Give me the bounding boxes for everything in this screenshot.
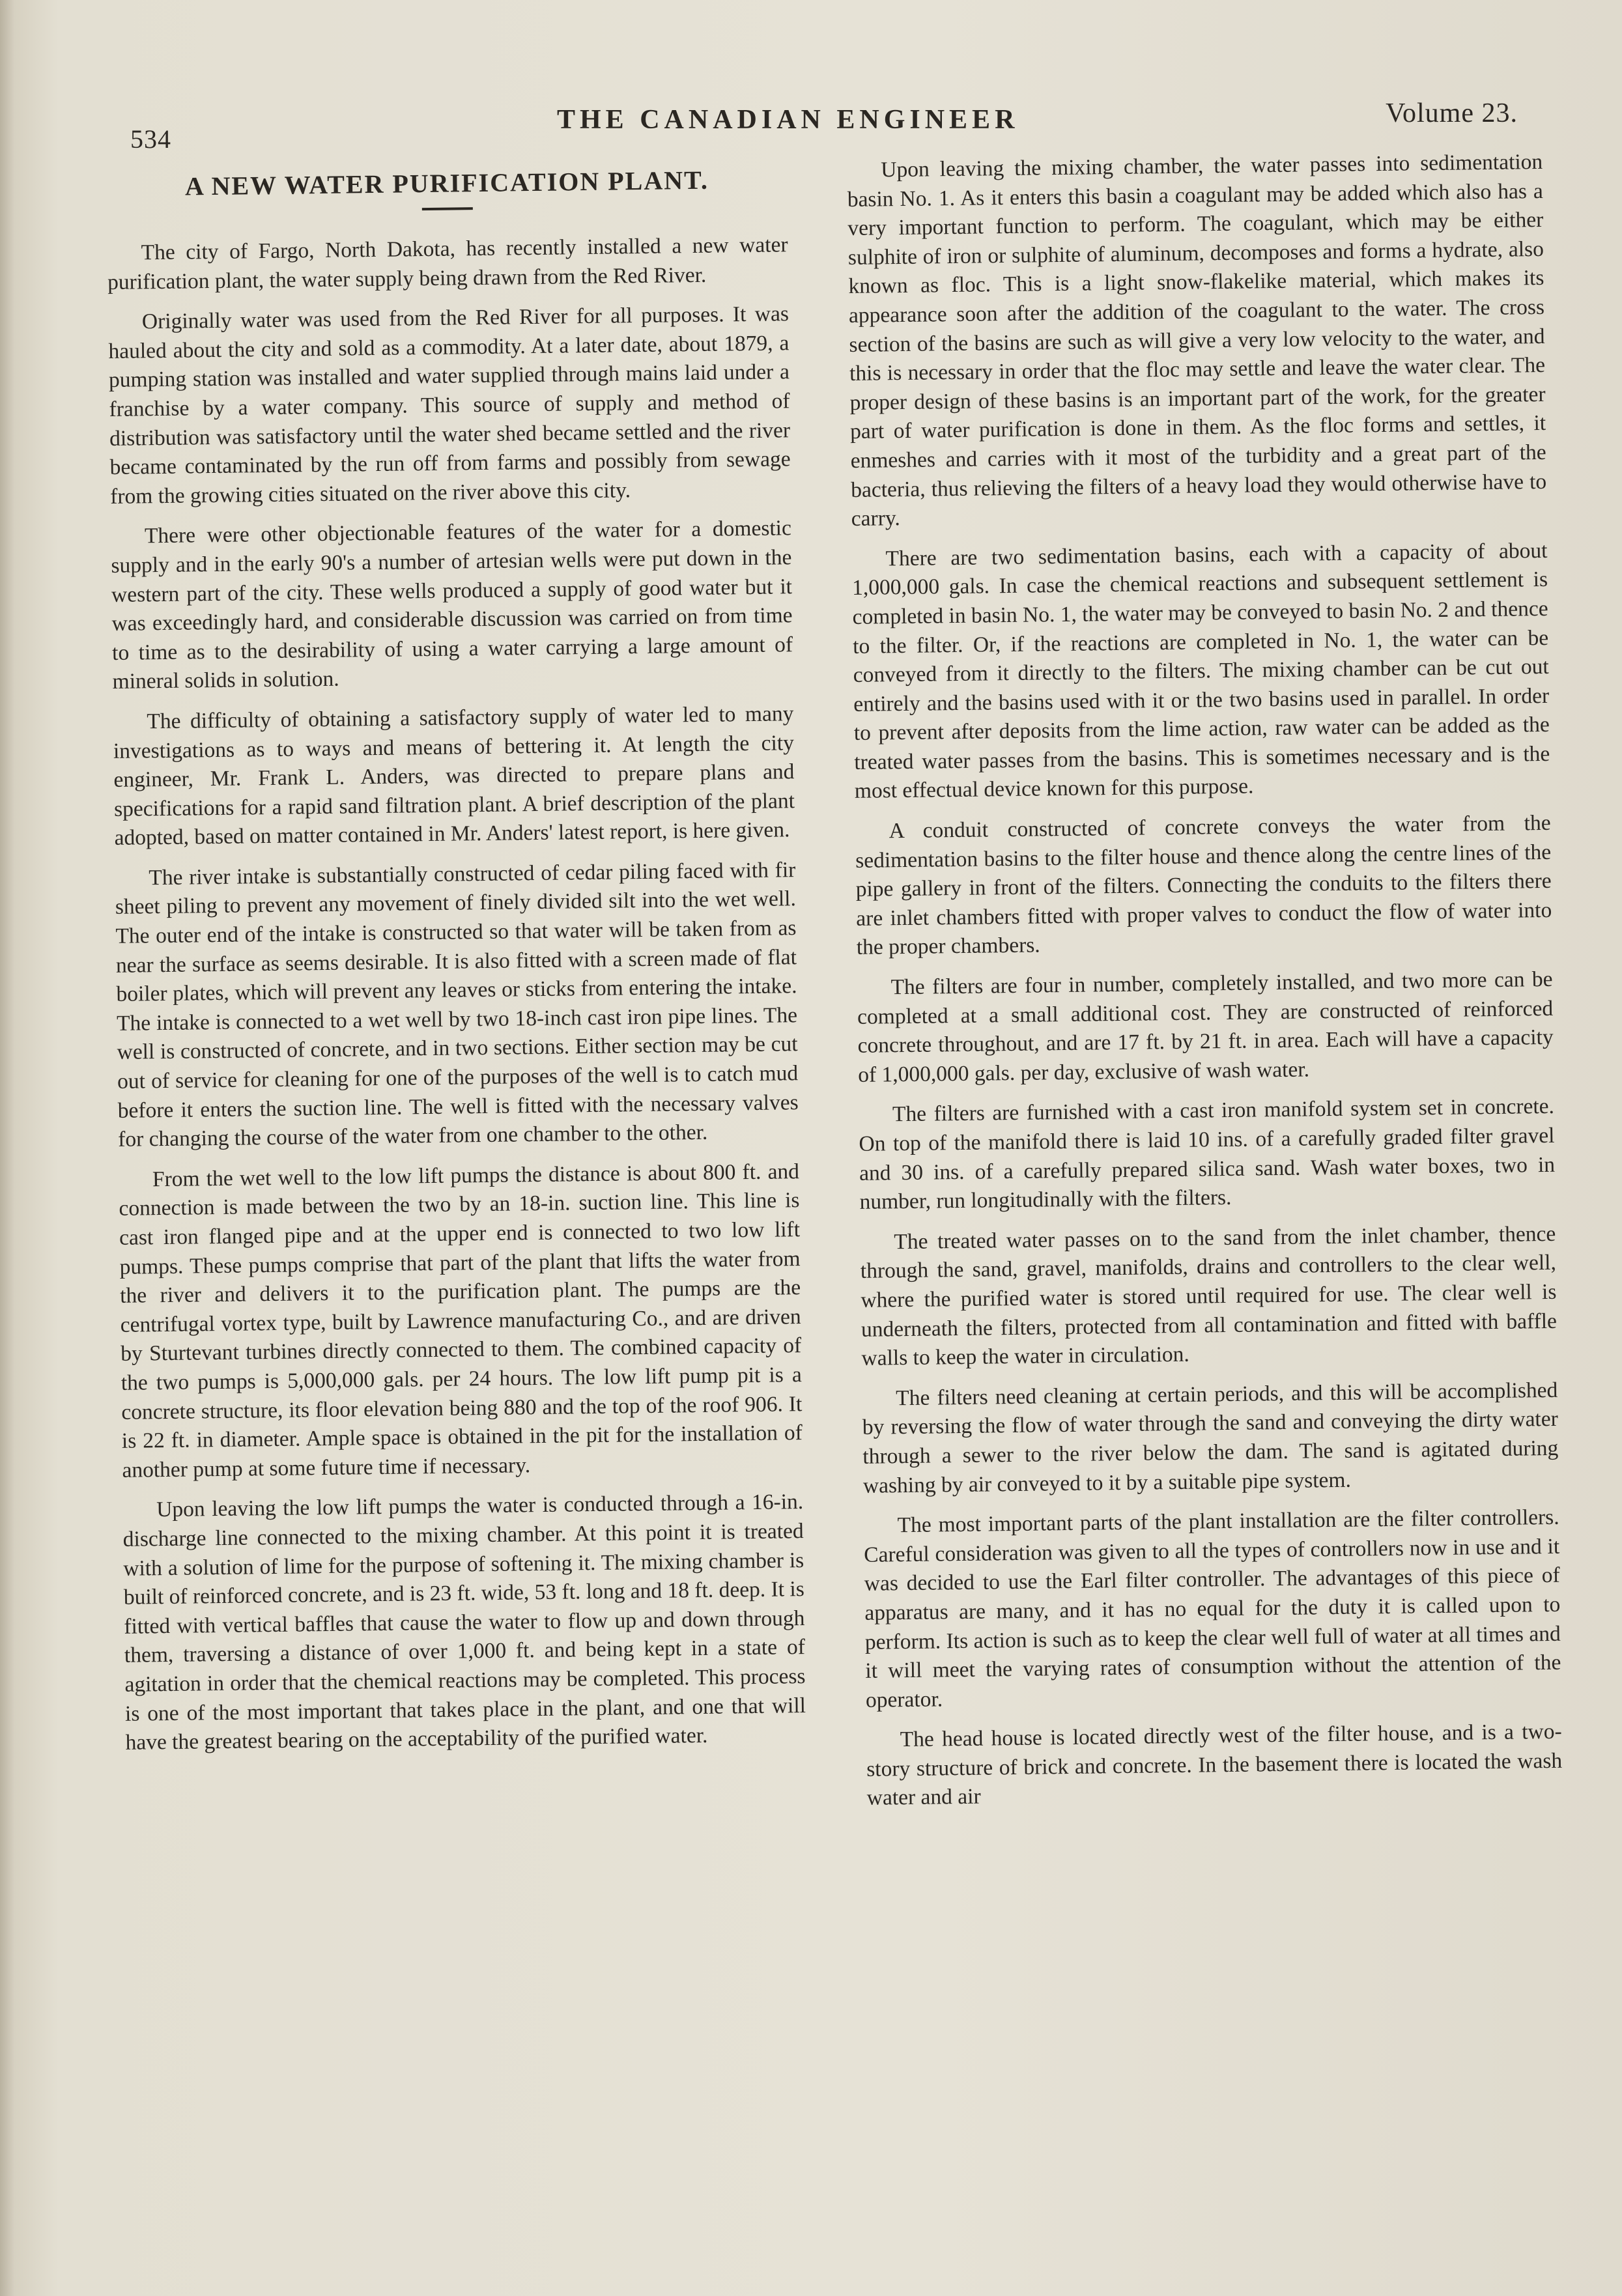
journal-title: THE CANADIAN ENGINEER	[557, 105, 1019, 135]
binding-edge	[0, 0, 14, 2296]
paragraph: The filters are furnished with a cast iron manifold system set in concrete. On top of the manifold there is laid 10 ins. of a carefully graded filter gravel and 30 ins. of a carefully prepared silica sand. Wash water boxes, two in number, run longitudinally with the filters.	[859, 1094, 1556, 1215]
paragraph: The difficulty of obtaining a satisfactory supply of water led to many investigations as to ways and means of bettering it. At length the city engineer, Mr. Frank L. Anders, was directed to prepare plans and specifications for a rapid sand filtration plant. A brief description of the plant adopted, based on matter contained in Mr. Anders' latest report, is here given.	[113, 702, 795, 851]
article-title: A NEW WATER PURIFICATION PLANT.	[184, 165, 709, 201]
paragraph: The head house is located directly west of the filter house, and is a two-story structure of brick and concrete. In the basement there is located the wash water and air	[866, 1720, 1563, 1811]
running-header	[130, 98, 1518, 156]
paragraph: The most important parts of the plant installation are the filter controllers. Careful consideration was given to all the types of controllers now in use and it was decided to use the Earl filter controller. The advantages of this piece of apparatus are many, and it has no equal for the duty it is called upon to perform. Its action is such as to keep the clear well full of water at all times and it will meet the varying rates of consumption without the attention of the operator.	[864, 1505, 1561, 1712]
paragraph: Upon leaving the low lift pumps the water is conducted through a 16-in. discharge line connected to the mixing chamber. At this point it is treated with a solution of lime for the purpose of softening it. The mixing chamber is built of reinforced concrete, and is 23 ft. wide, 53 ft. long and 18 ft. deep. It is fitted with vertical baffles that cause the water to flow up and down through them, traversing a distance of over 1,000 ft. and being kept in a state of agitation in order that the chemical reactions may be completed. This process is one of the most important that takes place in the plant, and one that will have the greatest bearing on the acceptability of the purified water.	[122, 1490, 806, 1755]
paragraph: From the wet well to the low lift pumps the distance is about 800 ft. and connection is made between the two by an 18-in. suction line. This line is cast iron flanged pipe and at the upper end is connected to two low lift pumps. These pumps comprise that part of the plant that lifts the water from the river and delivers it to the purification plant. The pumps are the centrifugal vortex type, built by Lawrence manufacturing Co., and are driven by Sturtevant turbines directly connected to them. The combined capacity of the two pumps is 5,000,000 gals. per 24 hours. The low lift pump pit is a concrete structure, its floor elevation being 880 and the top of the roof 906. It is 22 ft. in diameter. Ample space is obtained in the pit for the installation of another pump at some future time if necessary.	[119, 1159, 803, 1482]
paragraph: The river intake is substantially constructed of cedar piling faced with fir sheet piling to prevent any movement of finely divided silt into the wet well. The outer end of the intake is constructed so that water will be taken from as near the surface as seems desirable. It is also fitted with a screen made of flat boiler plates, which will prevent any leaves or sticks from entering the intake. The intake is connected to a wet well by two 18-inch cast iron pipe lines. The well is constructed of concrete, and in two sections. Either section may be cut out of service for cleaning for one of the purposes of the well is to catch mud before it enters the suction line. The well is fitted with the necessary valves for changing the course of the water from one chamber to the other.	[115, 858, 799, 1152]
page-number: 534	[130, 124, 171, 154]
paragraph: A conduit constructed of concrete conveys the water from the sedimentation basins to the filter house and thence along the centre lines of the pipe gallery in front of the filters. Connecting the conduits to the filters there are inlet chambers fitted with proper valves to conduct the flow of water into the proper chambers.	[855, 810, 1552, 960]
right-column	[847, 148, 1563, 1824]
volume-label: Volume 23.	[1386, 98, 1518, 128]
paragraph: Upon leaving the mixing chamber, the water passes into sedimentation basin No. 1. As it enters this basin a coagulant may be added which also has a very important function to perform. The coagulant, which may be either sulphite of iron or sulphite of aluminum, decomposes and forms a hydrate, also known as floc. This is a light snow-flakelike material, which makes its appearance soon after the addition of the coagulant to the water. The cross section of the basins are such as will give a very low velocity to the water, and this is necessary in order that the floc may settle and leave the water clear. The proper design of these basins is an important part of the work, for the greater part of water purification is done in them. As the floc forms and settles, it enmeshes and carries with it most of the turbidity and a great part of the bacteria, thus relieving the filters of a heavy load they would otherwise have to carry.	[847, 149, 1547, 531]
paragraph: The city of Fargo, North Dakota, has recently installed a new water purification plant, the water supply being drawn from the Red River.	[107, 233, 788, 294]
paragraph: The filters are four in number, completely installed, and two more can be completed at a small additional cost. They are constructed of reinforced concrete throughout, and are 17 ft. by 21 ft. in area. Each will have a capacity of 1,000,000 gals. per day, exclusive of wash water.	[857, 967, 1554, 1087]
paragraph: The treated water passes on to the sand from the inlet chamber, thence through the sand, gravel, manifolds, drains and controllers to the clear well, where the purified water is stored until required for use. The clear well is underneath the filters, protected from all contamination and fitted with baffle walls to keep the water in circulation.	[860, 1221, 1558, 1371]
left-column	[106, 158, 806, 1768]
paragraph: There are two sedimentation basins, each with a capacity of about 1,000,000 gals. In case the chemical reactions and subsequent settlement is completed in basin No. 1, the water may be conveyed to basin No. 2 and thence to the filter. Or, if the reactions are completed in No. 1, the water can be conveyed from it directly to the filters. The mixing chamber can be cut out entirely and the basins used with it or the two basins used in parallel. In order to prevent after deposits from the lime action, raw water can be added as the treated water passes from the basins. This is sometimes necessary and is the most effectual device known for this purpose.	[851, 538, 1550, 804]
paragraph: The filters need cleaning at certain periods, and this will be accomplished by reversing the flow of water through the sand and conveying the dirty water through a sewer to the river below the dam. The sand is agitated during washing by air conveyed to it by a suitable pipe system.	[862, 1378, 1559, 1498]
title-rule	[421, 207, 472, 210]
paragraph: There were other objectionable features of the water for a domestic supply and in the early 90's a number of artesian wells were put down in the western part of the city. These wells produced a supply of good water but it was exceedingly hard, and considerable discussion was carried on from time to time as to the desirability of using a water carrying a large amount of mineral solids in solution.	[111, 516, 793, 694]
paragraph: Originally water was used from the Red River for all purposes. It was hauled about the city and sold as a commodity. At a later date, about 1879, a pumping station was installed and water supplied through mains laid under a franchise by a water company. This source of supply and method of distribution was satisfactory until the water shed became settled and the river became contaminated by the run off from farms and possibly from sewage from the growing cities situated on the river above this city.	[108, 302, 791, 509]
